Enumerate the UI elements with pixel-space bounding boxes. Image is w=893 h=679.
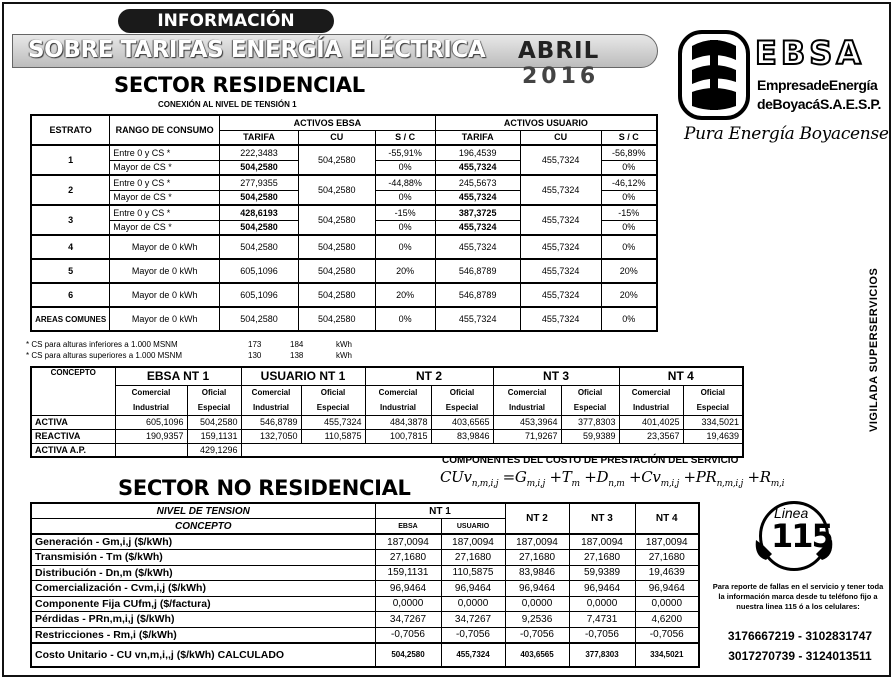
estrato-cell: 2: [31, 175, 110, 205]
cu-cell: 455,7324: [520, 235, 601, 259]
value-cell: 110,5875: [441, 565, 505, 581]
sc-cell: 0%: [601, 235, 657, 259]
value-cell: 9,2536: [505, 612, 569, 628]
tarifa-cell: 455,7324: [435, 160, 520, 175]
sub-header: Industrial: [619, 400, 683, 415]
sc-cell: 0%: [375, 190, 435, 205]
sc-cell: 20%: [601, 283, 657, 307]
value-cell: 0,0000: [505, 596, 569, 612]
value-cell: -0,7056: [505, 627, 569, 643]
value-cell: 605,1096: [115, 415, 187, 429]
report-text: Para reporte de fallas en el servicio y tener toda la información marca desde tu teléfono fijo a nuestra linea 115 ó a los celulares:: [712, 582, 884, 611]
ebsa-logo-icon: [678, 30, 750, 120]
no-residencial-table: [30, 502, 700, 668]
sub-header: Industrial: [115, 400, 187, 415]
value-cell: 187,0094: [441, 534, 505, 550]
sc-cell: 0%: [375, 160, 435, 175]
note-unit: kWh: [336, 351, 352, 360]
value-cell: 334,5021: [683, 415, 743, 429]
value-cell: 27,1680: [569, 550, 635, 566]
value-cell: 187,0094: [375, 534, 441, 550]
tarifa-cell: 546,8789: [435, 283, 520, 307]
tarifa-header: TARIFA: [220, 130, 299, 145]
value-cell: 59,9389: [569, 565, 635, 581]
value-cell: 27,1680: [441, 550, 505, 566]
brand-line2: deBoyacáS.A.E.S.P.: [757, 96, 882, 112]
sc-cell: -44,88%: [375, 175, 435, 190]
total-cell: 377,8303: [569, 643, 635, 667]
sc-cell: 20%: [375, 283, 435, 307]
value-cell: 159,1131: [187, 429, 241, 443]
cu-cell: 455,7324: [520, 205, 601, 235]
vigilada-label: VIGILADA SUPERSERVICIOS: [868, 267, 880, 432]
sc-cell: 0%: [601, 307, 657, 331]
sc-cell: 0%: [375, 235, 435, 259]
tarifa-cell: 504,2580: [220, 235, 299, 259]
cu-cell: 455,7324: [520, 259, 601, 283]
concepto-cell: Restricciones - Rm,i ($/kWh): [31, 627, 375, 643]
value-cell: -0,7056: [569, 627, 635, 643]
value-cell: 132,7050: [241, 429, 301, 443]
concepto-cell: Comercialización - Cvm,i,j ($/kWh): [31, 581, 375, 597]
page-title: SOBRE TARIFAS ENERGÍA ELÉCTRICA: [28, 37, 486, 63]
nt2-header: NT 2: [505, 503, 569, 534]
header-pill: INFORMACIÓN: [118, 9, 334, 33]
value-cell: 96,9464: [505, 581, 569, 597]
value-cell: 19,4639: [635, 565, 699, 581]
cu-cell: 504,2580: [298, 259, 375, 283]
sub-header: Oficial: [683, 385, 743, 400]
sub-header: Oficial: [431, 385, 493, 400]
cu-header: CU: [298, 130, 375, 145]
value-cell: 159,1131: [375, 565, 441, 581]
sub-header: Comercial: [493, 385, 561, 400]
note-text: * CS para alturas inferiores a 1.000 MSNM: [26, 340, 178, 349]
value-cell: 83,9846: [431, 429, 493, 443]
sub-header: Especial: [187, 400, 241, 415]
concepto-header: CONCEPTO: [31, 519, 375, 535]
cu-cell: 504,2580: [298, 235, 375, 259]
value-cell: 34,7267: [441, 612, 505, 628]
sub-header: Comercial: [365, 385, 431, 400]
sub-header: Especial: [561, 400, 619, 415]
sc-header: S / C: [375, 130, 435, 145]
sub-header: Comercial: [115, 385, 187, 400]
phone-numbers: [714, 626, 886, 666]
tarifa-cell: 387,3725: [435, 205, 520, 220]
nt4-header: NT 4: [635, 503, 699, 534]
sub-header: Industrial: [493, 400, 561, 415]
group-header: NT 4: [619, 367, 743, 385]
estrato-cell: 1: [31, 145, 110, 175]
sub-header: Especial: [431, 400, 493, 415]
tarifa-cell: 196,4539: [435, 145, 520, 160]
value-cell: 453,3964: [493, 415, 561, 429]
tarifa-cell: 277,9355: [220, 175, 299, 190]
value-cell: 377,8303: [561, 415, 619, 429]
sector-residencial-title: SECTOR RESIDENCIAL: [114, 73, 365, 97]
cu-cell: 504,2580: [298, 175, 375, 205]
value-cell: 0,0000: [569, 596, 635, 612]
value-cell: 4,6200: [635, 612, 699, 628]
value-cell: 0,0000: [635, 596, 699, 612]
phone-line-2: 3017270739 - 3124013511: [728, 649, 872, 663]
tarifa-cell: 605,1096: [220, 283, 299, 307]
value-cell: 546,8789: [241, 415, 301, 429]
total-cell: 455,7324: [441, 643, 505, 667]
estrato-cell: 4: [31, 235, 110, 259]
total-cell: 504,2580: [375, 643, 441, 667]
total-cell: 334,5021: [635, 643, 699, 667]
sub-header: Oficial: [301, 385, 365, 400]
cu-header: CU: [520, 130, 601, 145]
sc-cell: -15%: [375, 205, 435, 220]
value-cell: -0,7056: [635, 627, 699, 643]
value-cell: 27,1680: [505, 550, 569, 566]
activos-ebsa-header: ACTIVOS EBSA: [220, 115, 436, 130]
cu-cell: 455,7324: [520, 283, 601, 307]
year-label: 2016: [522, 64, 600, 89]
value-cell: 429,1296: [187, 443, 241, 457]
rango-cell: Mayor de 0 kWh: [110, 307, 220, 331]
estrato-cell: 6: [31, 283, 110, 307]
value-cell: 100,7815: [365, 429, 431, 443]
note-value: 184: [290, 340, 304, 349]
rango-cell: Mayor de CS *: [110, 220, 220, 235]
value-cell: 27,1680: [635, 550, 699, 566]
concepto-header: CONCEPTO: [31, 367, 115, 415]
usuario-header: USUARIO: [441, 519, 505, 535]
concepto-cell: Transmisión - Tm ($/kWh): [31, 550, 375, 566]
sc-cell: 0%: [375, 307, 435, 331]
value-cell: 71,9267: [493, 429, 561, 443]
sub-header: Comercial: [241, 385, 301, 400]
value-cell: 96,9464: [569, 581, 635, 597]
sc-cell: 20%: [375, 259, 435, 283]
value-cell: 401,4025: [619, 415, 683, 429]
concepto-table: [30, 366, 744, 458]
sc-header: S / C: [601, 130, 657, 145]
tarifa-cell: 455,7324: [435, 307, 520, 331]
tarifa-cell: 428,6193: [220, 205, 299, 220]
value-cell: 19,4639: [683, 429, 743, 443]
cu-cell: 455,7324: [520, 175, 601, 205]
tarifa-cell: 504,2580: [220, 220, 299, 235]
value-cell: 59,9389: [561, 429, 619, 443]
nt3-header: NT 3: [569, 503, 635, 534]
month-label: ABRIL: [518, 38, 600, 64]
rango-cell: Entre 0 y CS *: [110, 205, 220, 220]
concepto-cell: Componente Fija CUfm,j ($/factura): [31, 596, 375, 612]
tarifa-cell: 546,8789: [435, 259, 520, 283]
value-cell: 110,5875: [301, 429, 365, 443]
note-text: * CS para alturas superiores a 1.000 MSNM: [26, 351, 183, 360]
sc-cell: 0%: [601, 220, 657, 235]
cu-cell: 455,7324: [520, 145, 601, 175]
sc-cell: -56,89%: [601, 145, 657, 160]
group-header: NT 3: [493, 367, 619, 385]
sector-no-residencial-title: SECTOR NO RESIDENCIAL: [118, 476, 411, 500]
value-cell: 83,9846: [505, 565, 569, 581]
value-cell: -0,7056: [441, 627, 505, 643]
sc-cell: 0%: [601, 160, 657, 175]
brand-line1: EmpresadeEnergía: [757, 77, 878, 93]
sub-header: Especial: [683, 400, 743, 415]
tarifa-cell: 245,5673: [435, 175, 520, 190]
tarifa-cell: 504,2580: [220, 160, 299, 175]
value-cell: 190,9357: [115, 429, 187, 443]
phone-line-1: 3176667219 - 3102831747: [727, 629, 873, 643]
rango-cell: Mayor de CS *: [110, 190, 220, 205]
note-value: 138: [290, 351, 304, 360]
activa-label: ACTIVA: [31, 415, 115, 429]
tarifa-header: TARIFA: [435, 130, 520, 145]
sub-header: Oficial: [187, 385, 241, 400]
reactiva-label: REACTIVA: [31, 429, 115, 443]
note-unit: kWh: [336, 340, 352, 349]
group-header: USUARIO NT 1: [241, 367, 365, 385]
value-cell: 187,0094: [505, 534, 569, 550]
rango-cell: Entre 0 y CS *: [110, 145, 220, 160]
cu-cell: 455,7324: [520, 307, 601, 331]
sc-cell: 0%: [375, 220, 435, 235]
value-cell: 187,0094: [635, 534, 699, 550]
rango-cell: Mayor de 0 kWh: [110, 283, 220, 307]
group-header: NT 2: [365, 367, 493, 385]
group-header: EBSA NT 1: [115, 367, 241, 385]
value-cell: 455,7324: [301, 415, 365, 429]
concepto-cell: Pérdidas - PRn,m,i,j ($/kWh): [31, 612, 375, 628]
sub-header: Industrial: [365, 400, 431, 415]
tarifa-cell: 504,2580: [220, 307, 299, 331]
sc-cell: -55,91%: [375, 145, 435, 160]
cu-cell: 504,2580: [298, 307, 375, 331]
sc-cell: 20%: [601, 259, 657, 283]
sub-header: Oficial: [561, 385, 619, 400]
nt1-header: NT 1: [375, 503, 505, 519]
sub-header: Comercial: [619, 385, 683, 400]
conexion-label: CONEXIÓN AL NIVEL DE TENSIÓN 1: [158, 100, 297, 109]
activos-usuario-header: ACTIVOS USUARIO: [435, 115, 657, 130]
cu-cell: 504,2580: [298, 145, 375, 175]
tarifa-cell: 455,7324: [435, 190, 520, 205]
tarifa-cell: 605,1096: [220, 259, 299, 283]
tarifa-cell: 455,7324: [435, 220, 520, 235]
value-cell: -0,7056: [375, 627, 441, 643]
sub-header: Especial: [301, 400, 365, 415]
cu-formula: $CUv_{n,m,i,j} =G_{m,i,j} +T_m +D_{n,m} +Cv_{m,i,j} +PR_{n,m,i,j} +R_{m,i}$: [440, 468, 785, 489]
estrato-header: ESTRATO: [31, 115, 110, 145]
rango-cell: Mayor de 0 kWh: [110, 235, 220, 259]
value-cell: 96,9464: [375, 581, 441, 597]
concepto-cell: Generación - Gm,i,j ($/kWh): [31, 534, 375, 550]
linea-label: Linea: [774, 505, 809, 521]
sc-cell: 0%: [601, 190, 657, 205]
value-cell: 0,0000: [375, 596, 441, 612]
sc-cell: -15%: [601, 205, 657, 220]
note-value: 173: [248, 340, 262, 349]
rango-header: RANGO DE CONSUMO: [110, 115, 220, 145]
componentes-title: COMPONENTES DEL COSTO DE PRESTACIÓN DEL SERVICIO: [442, 455, 739, 466]
tarifa-cell: 222,3483: [220, 145, 299, 160]
rango-cell: Mayor de 0 kWh: [110, 259, 220, 283]
tarifa-cell: 455,7324: [435, 235, 520, 259]
value-cell: 484,3878: [365, 415, 431, 429]
value-cell: 7,4731: [569, 612, 635, 628]
cu-cell: 504,2580: [298, 205, 375, 235]
nivel-header: NIVEL DE TENSION: [31, 503, 375, 519]
cu-cell: 504,2580: [298, 283, 375, 307]
value-cell: 23,3567: [619, 429, 683, 443]
tarifa-cell: 504,2580: [220, 190, 299, 205]
value-cell: 0,0000: [441, 596, 505, 612]
sub-header: Industrial: [241, 400, 301, 415]
rango-cell: Entre 0 y CS *: [110, 175, 220, 190]
sc-cell: -46,12%: [601, 175, 657, 190]
activa-ap-label: ACTIVA A.P.: [31, 443, 115, 457]
value-cell: 34,7267: [375, 612, 441, 628]
value-cell: 187,0094: [569, 534, 635, 550]
ebsa-header: EBSA: [375, 519, 441, 535]
brand-slogan: Pura Energía Boyacense: [684, 124, 889, 144]
total-cell: 403,6565: [505, 643, 569, 667]
value-cell: 504,2580: [187, 415, 241, 429]
value-cell: 403,6565: [431, 415, 493, 429]
brand-name: EBSA: [755, 34, 866, 72]
estrato-cell: 5: [31, 259, 110, 283]
residencial-table: [30, 114, 658, 332]
value-cell: 96,9464: [441, 581, 505, 597]
costo-unitario-label: Costo Unitario - CU vn,m,i,,j ($/kWh) CALCULADO: [31, 643, 375, 667]
concepto-cell: Distribución - Dn,m ($/kWh): [31, 565, 375, 581]
value-cell: 27,1680: [375, 550, 441, 566]
value-cell: 96,9464: [635, 581, 699, 597]
estrato-cell: AREAS COMUNES: [31, 307, 110, 331]
linea-number: 115: [771, 517, 832, 555]
note-value: 130: [248, 351, 262, 360]
rango-cell: Mayor de CS *: [110, 160, 220, 175]
estrato-cell: 3: [31, 205, 110, 235]
